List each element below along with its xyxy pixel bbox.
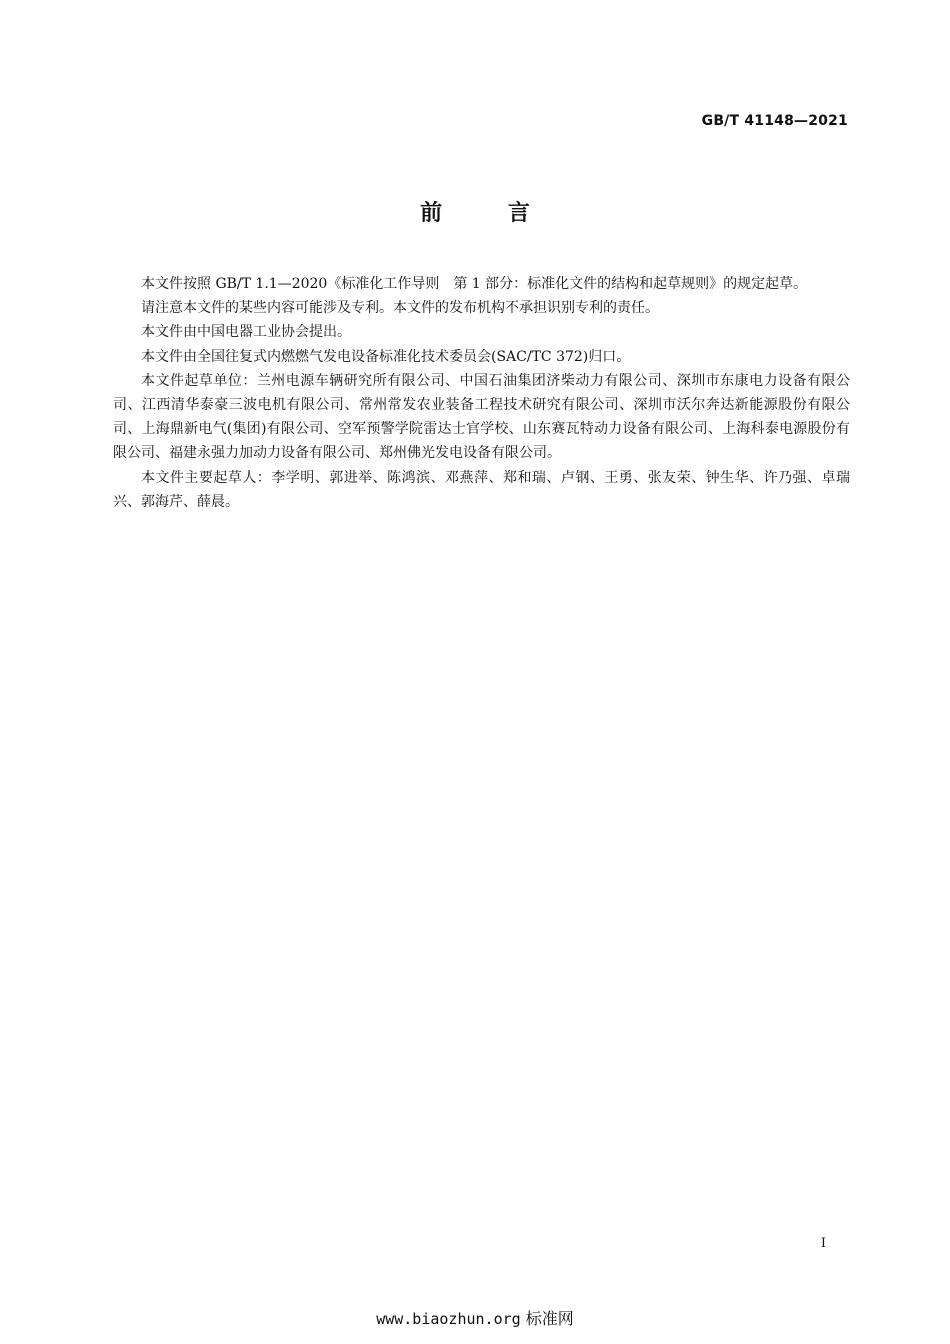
- paragraph-drafting-rules: 本文件按照 GB/T 1.1—2020《标准化工作导则 第 1 部分：标准化文件的结构和起草规则》的规定起草。: [141, 276, 808, 292]
- page-number: I: [820, 1236, 826, 1251]
- watermark-url[interactable]: www.biaozhun.org: [376, 1310, 521, 1328]
- paragraph-drafting-units: 本文件起草单位：兰州电源车辆研究所有限公司、中国石油集团济柴动力有限公司、深圳市东康电力设备有限公司、江西清华泰豪三波电机有限公司、常州常发农业装备工程技术研究有限公司、深圳市沃尔奔达新能源股份有限公司、上海鼎新电气(集团)有限公司、空军预警学院雷达士官学校、山东赛瓦特动力设备有限公司、上海科泰电源股份有限公司、福建永强力加动力设备有限公司、郑州佛光发电设备有限公司。: [113, 372, 850, 462]
- paragraph-patent-notice: 请注意本文件的某些内容可能涉及专利。本文件的发布机构不承担识别专利的责任。: [141, 300, 659, 317]
- foreword-body: [113, 272, 850, 514]
- site-watermark: [0, 1306, 950, 1329]
- paragraph-committee: 本文件由全国往复式内燃燃气发电设备标准化技术委员会(SAC/TC 372)归口。: [141, 348, 631, 365]
- standard-code: GB/T 41148—2021: [701, 113, 848, 129]
- watermark-label: 标准网: [525, 1309, 574, 1328]
- page-title: 前 言: [420, 201, 530, 226]
- paragraph-drafters: 本文件主要起草人：李学明、郭进举、陈鸿滨、邓燕萍、郑和瑞、卢钢、王勇、张友荣、钟生华、许乃强、卓瑞兴、郭海芹、薛晨。: [113, 469, 850, 510]
- paragraph-proposer: 本文件由中国电器工业协会提出。: [141, 324, 351, 341]
